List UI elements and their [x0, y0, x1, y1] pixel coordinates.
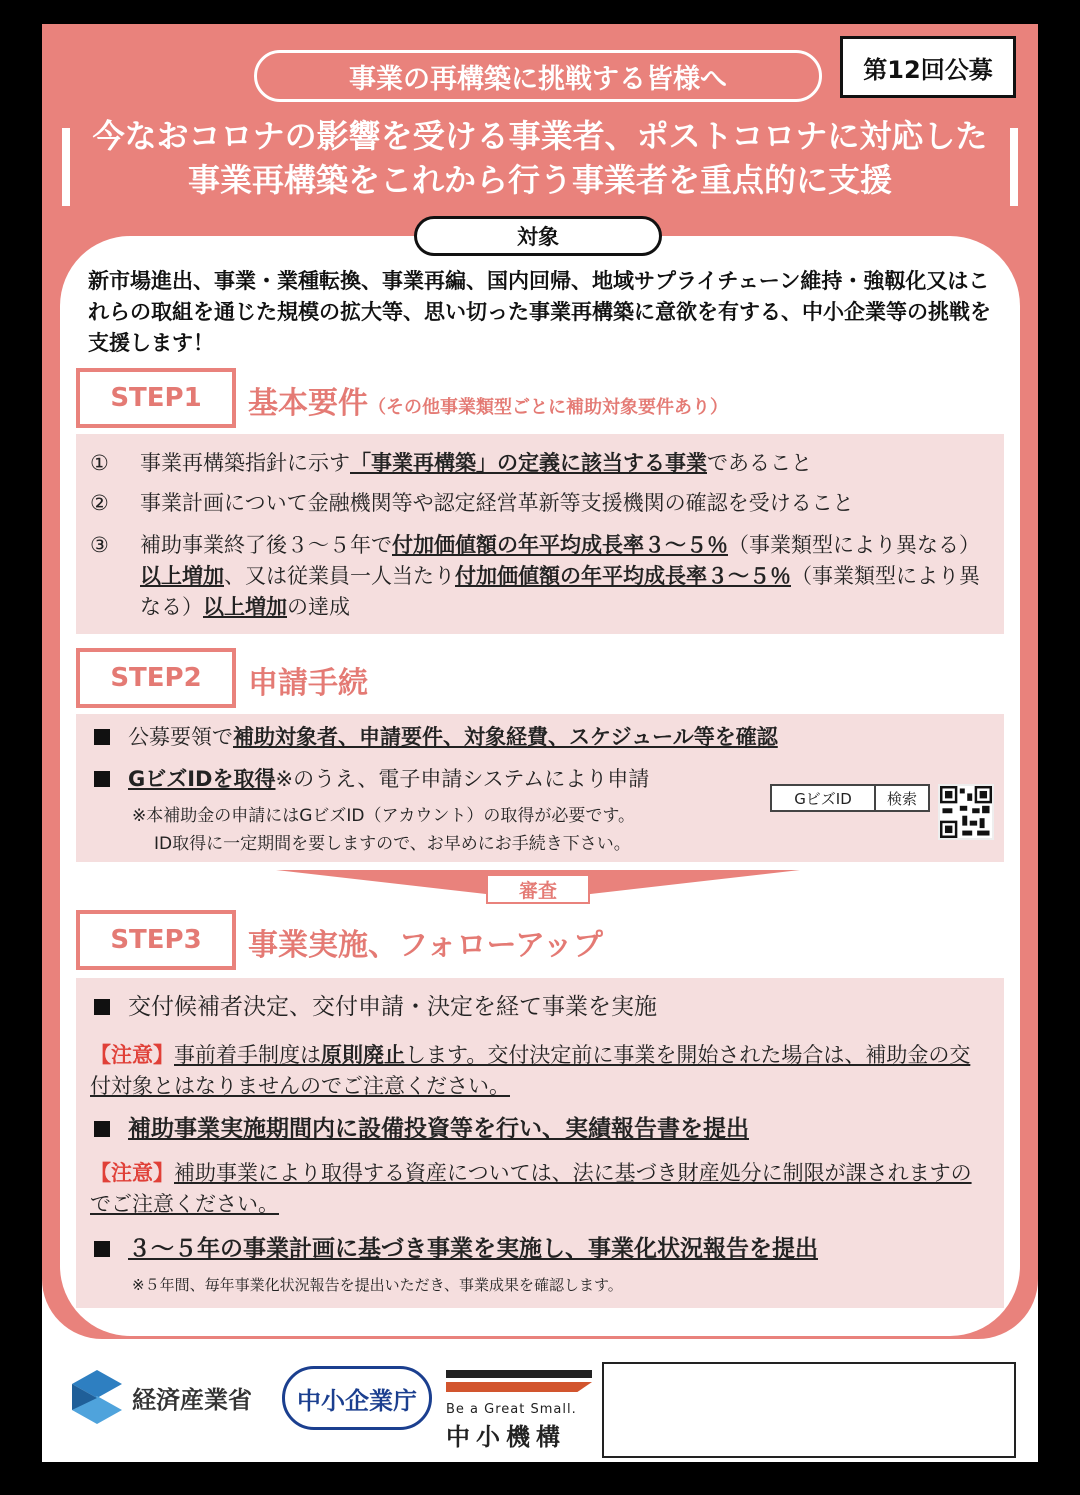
gbiz-search-box [770, 784, 930, 812]
caution-label: 【注意】 [90, 1161, 174, 1185]
item-emphasis: 補助事業実施期間内に設備投資等を行い、実績報告書を提出 [128, 1116, 749, 1142]
step3-panel [76, 978, 1004, 1308]
contact-stamp-box [602, 1362, 1016, 1458]
meti-logo [72, 1370, 252, 1424]
target-intro: 新市場進出、事業・業種転換、事業再編、国内回帰、地域サプライチェーン維持・強靱化又はこれらの取組を通じた規模の拡大等、思い切った事業再構築に意欲を有する、中小企業等の挑戦を支援します！ [88, 269, 991, 355]
step2-item-2 [94, 764, 649, 795]
item-text: （事業類型により異なる） [728, 533, 980, 557]
item-number: ③ [90, 533, 109, 557]
search-button[interactable]: 検索 [886, 789, 917, 808]
item-number: ② [90, 491, 109, 515]
smrj-logo [446, 1370, 592, 1452]
caution-text: します。交付決定前に事業を開始された場合は、補助金の交付対象とはなりませんのでご注意ください。 [90, 1043, 971, 1098]
headline-line-2: 事業再構築をこれから行う事業者を重点的に支援 [187, 161, 892, 199]
item-emphasis: ３～５年の事業計画に基づき事業を実施し、事業化状況報告を提出 [128, 1236, 818, 1262]
item-emphasis: 以上増加 [140, 564, 224, 588]
item-emphasis: 「事業再構築」の定義に該当する事業 [350, 451, 707, 475]
caution-text: 補助事業により取得する資産については、法に基づき財産処分に制限が課されますのでご注意ください。 [90, 1161, 972, 1216]
square-bullet-icon [94, 729, 110, 745]
step3-caution-2 [90, 1158, 990, 1220]
step1-panel [76, 434, 1004, 634]
review-label: 審査 [486, 874, 590, 904]
item-emphasis: 以上増加 [203, 595, 287, 619]
item-emphasis: 付加価値額の年平均成長率３～５％ [455, 564, 791, 588]
step1-title [248, 378, 728, 422]
item-text: 交付候補者決定、交付申請・決定を経て事業を実施 [128, 994, 657, 1020]
meti-name: 経済産業省 [132, 1385, 252, 1414]
flyer-page [42, 24, 1038, 1462]
step3-caution-1 [90, 1040, 990, 1102]
step2-badge: STEP2 [76, 648, 236, 708]
qr-code-icon [938, 784, 994, 840]
search-input[interactable]: GビズID [772, 786, 876, 810]
step2-item-1 [94, 722, 778, 753]
note-line-1: ※本補助金の申請にはGビズID（アカウント）の取得が必要です。 [132, 806, 635, 826]
item-emphasis: GビズIDを取得 [128, 767, 276, 791]
step1-subtitle: （その他事業類型ごとに補助対象要件あり） [368, 397, 728, 418]
sme-agency-logo [282, 1366, 432, 1430]
round-badge: 第12回公募 [840, 36, 1016, 98]
square-bullet-icon [94, 1241, 110, 1257]
caution-emphasis: 原則廃止 [321, 1043, 405, 1067]
step3-item-2 [94, 1114, 749, 1145]
square-bullet-icon [94, 999, 110, 1015]
step1-badge: STEP1 [76, 368, 236, 428]
smrj-name: 中小機構 [446, 1423, 566, 1451]
square-bullet-icon [94, 771, 110, 787]
square-bullet-icon [94, 1121, 110, 1137]
smrj-bar-icon [446, 1370, 592, 1378]
item-emphasis: 付加価値額の年平均成長率３～５％ [392, 533, 728, 557]
headline-line-1: 今なおコロナの影響を受ける事業者、ポストコロナに対応した [92, 117, 988, 155]
step2-note [132, 802, 635, 858]
step3-title: 事業実施、フォローアップ [248, 928, 603, 963]
item-text: であること [707, 451, 812, 475]
item-text: 補助事業終了後３～５年で [140, 533, 392, 557]
step1-title-text: 基本要件 [248, 386, 368, 421]
item-emphasis: 補助対象者、申請要件、対象経費、スケジュール等を確認 [233, 725, 778, 749]
step3-item-3 [94, 1234, 818, 1265]
smrj-stripe-icon [446, 1382, 592, 1392]
step3-note: ※５年間、毎年事業化状況報告を提出いただき、事業成果を確認します。 [132, 1276, 623, 1294]
headline [42, 114, 1038, 202]
item-text: （事業類型により異なる） [140, 564, 980, 619]
caution-text: 事前着手制度は [174, 1043, 321, 1067]
item-text: 事業計画について金融機関等や認定経営革新等支援機関の確認を受けること [140, 491, 854, 515]
item-text: 事業再構築指針に示す [140, 451, 350, 475]
item-text: の達成 [287, 595, 350, 619]
step2-title: 申請手続 [248, 666, 368, 701]
caution-label: 【注意】 [90, 1043, 174, 1067]
target-label: 対象 [414, 216, 662, 256]
item-text: ※のうえ、電子申請システムにより申請 [275, 767, 650, 791]
step3-badge: STEP3 [76, 910, 236, 970]
item-text: 、又は従業員一人当たり [224, 564, 455, 588]
item-text: 公募要領で [128, 725, 233, 749]
step3-item-1 [94, 992, 657, 1023]
meti-mark-icon [72, 1370, 122, 1424]
note-line-2: ID取得に一定期間を要しますので、お早めにお手続き下さい。 [154, 834, 631, 854]
header-oval: 事業の再構築に挑戦する皆様へ [254, 50, 822, 102]
sme-agency-name: 中小企業庁 [297, 1386, 417, 1415]
smrj-tagline: Be a Great Small. [446, 1402, 577, 1417]
item-number: ① [90, 451, 109, 475]
